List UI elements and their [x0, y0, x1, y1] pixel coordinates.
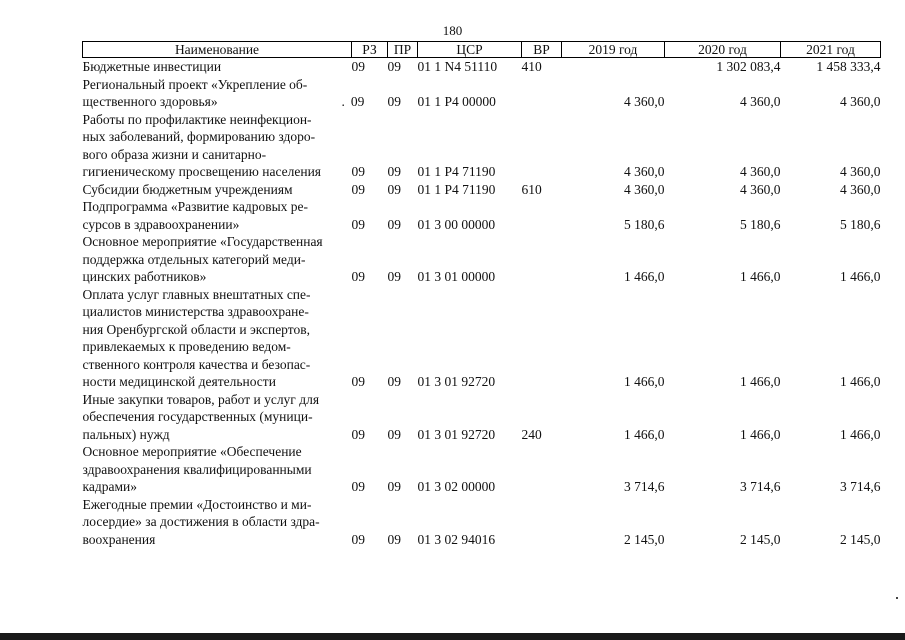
row-rz: 09 — [351, 269, 365, 284]
row-2019: 1 466,0 — [624, 269, 665, 284]
row-name — [83, 391, 352, 444]
row-name-line: Региональный проект «Укрепление об- — [82, 76, 308, 92]
row-pr: 09 — [387, 374, 401, 389]
row-rz: 09 — [351, 216, 365, 232]
row-2021: 3 714,6 — [840, 479, 881, 494]
row-name-line: ния Оренбургской области и экспертов, — [82, 321, 310, 337]
row-vr — [522, 286, 562, 391]
budget-table — [82, 41, 881, 548]
row-name — [83, 286, 352, 391]
row-vr — [522, 496, 562, 549]
row-2020: 3 714,6 — [740, 479, 781, 494]
table-row — [83, 443, 881, 496]
page-number: 180 — [442, 23, 463, 38]
row-2021: 5 180,6 — [840, 216, 881, 232]
row-2019: 4 360,0 — [624, 181, 665, 197]
row-2020: 1 466,0 — [740, 426, 781, 442]
table-header-row — [83, 42, 881, 58]
row-vr: 240 — [521, 426, 542, 442]
row-name-line: Работы по профилактике неинфекцион- — [82, 111, 312, 127]
row-name — [83, 111, 352, 181]
row-vr — [522, 443, 562, 496]
column-header-2019: 2019 год — [562, 42, 665, 58]
row-vr — [522, 233, 562, 286]
row-2020: 4 360,0 — [740, 181, 781, 197]
row-name — [83, 496, 352, 549]
row-2019: 5 180,6 — [624, 216, 665, 232]
row-name-line: лосердие» за достижения в области здра- — [82, 514, 320, 529]
row-csr: 01 1 P4 71190 — [417, 181, 496, 197]
row-name-line: цинских работников» — [82, 269, 207, 284]
row-rz: 09 — [351, 59, 365, 74]
row-rz: 09 — [351, 164, 365, 179]
column-header-name: Наименование — [83, 42, 352, 58]
row-vr: 610 — [521, 181, 542, 197]
row-rz: 09 — [351, 426, 365, 442]
row-name-line: вого образа жизни и санитарно- — [82, 146, 267, 162]
row-pr: 09 — [387, 181, 401, 197]
row-pr: 09 — [387, 531, 401, 547]
column-header-csr: ЦСР — [418, 42, 522, 58]
row-name-line: Основное мероприятие «Государственная — [82, 234, 323, 249]
row-csr: 01 1 P4 00000 — [417, 94, 496, 109]
row-name-line: сурсов в здравоохранении» — [82, 216, 240, 232]
row-2021: 1 466,0 — [840, 374, 881, 389]
row-csr: 01 3 01 92720 — [417, 426, 496, 442]
row-name-line: гигиеническому просвещению населения — [82, 164, 321, 179]
column-header-2020: 2020 год — [665, 42, 781, 58]
row-vr: 410 — [521, 59, 542, 74]
row-2020: 2 145,0 — [740, 531, 781, 547]
row-rz: 09 — [351, 531, 365, 547]
row-name — [83, 198, 352, 233]
row-name-line: здравоохранения квалифицированными — [82, 461, 312, 477]
row-csr: 01 1 N4 51110 — [417, 59, 498, 74]
row-2020: 5 180,6 — [740, 216, 781, 232]
row-name — [83, 443, 352, 496]
table-row — [83, 391, 881, 444]
row-marker: . — [341, 94, 345, 109]
row-name-line: щественного здоровья» — [82, 94, 218, 109]
column-header-2021: 2021 год — [781, 42, 881, 58]
row-name — [83, 58, 352, 76]
table-row — [83, 233, 881, 286]
row-rz — [341, 76, 388, 111]
row-name — [83, 76, 352, 111]
row-rz: 09 — [351, 181, 365, 197]
table-row — [83, 76, 881, 111]
row-pr: 09 — [387, 426, 401, 442]
row-csr: 01 3 02 94016 — [417, 531, 496, 547]
table-row — [83, 111, 881, 181]
row-2020: 1 466,0 — [740, 374, 781, 389]
row-2021: 4 360,0 — [840, 164, 881, 179]
row-csr: 01 3 00 00000 — [417, 216, 496, 232]
table-body — [83, 58, 881, 549]
table-row — [83, 58, 881, 76]
row-name-line: пальных) нужд — [82, 426, 170, 442]
row-csr: 01 3 01 00000 — [417, 269, 496, 284]
column-header-vr: ВР — [522, 42, 562, 58]
row-2021: 2 145,0 — [840, 531, 881, 547]
row-csr: 01 3 01 92720 — [417, 374, 496, 389]
row-vr — [522, 76, 562, 111]
row-2019 — [562, 58, 665, 76]
row-name-line: Субсидии бюджетным учреждениям — [82, 181, 293, 197]
row-name-line: Бюджетные инвестиции — [82, 59, 222, 74]
row-name-line: привлекаемых к проведению ведом- — [82, 339, 291, 354]
row-name-line: ных заболеваний, формированию здоро- — [82, 129, 316, 144]
row-name-line: Оплата услуг главных внештатных спе- — [82, 286, 311, 302]
row-2019: 3 714,6 — [624, 479, 665, 494]
row-2019: 1 466,0 — [624, 374, 665, 389]
row-2021: 4 360,0 — [840, 181, 881, 197]
row-name-line: ности медицинской деятельности — [82, 374, 276, 389]
column-header-pr: ПР — [388, 42, 418, 58]
row-pr: 09 — [387, 59, 401, 74]
row-2020: 4 360,0 — [740, 94, 781, 109]
row-name-line: обеспечения государственных (муници- — [82, 409, 313, 424]
row-2019: 4 360,0 — [624, 94, 665, 109]
row-2019: 1 466,0 — [624, 426, 665, 442]
scan-speck — [896, 597, 898, 599]
row-2019: 4 360,0 — [624, 164, 665, 179]
row-name-line: ственного контроля качества и безопас- — [82, 356, 311, 372]
row-2020: 1 302 083,4 — [716, 59, 781, 74]
row-name — [83, 181, 352, 199]
row-pr: 09 — [387, 479, 401, 494]
row-2019: 2 145,0 — [624, 531, 665, 547]
scan-bottom-edge — [0, 633, 905, 640]
table-row — [83, 181, 881, 199]
row-rz: 09 — [351, 374, 365, 389]
row-2020: 4 360,0 — [740, 164, 781, 179]
column-header-rz: РЗ — [352, 42, 388, 58]
row-csr: 01 1 P4 71190 — [417, 164, 496, 179]
table-row — [83, 496, 881, 549]
row-rz: 09 — [351, 479, 365, 494]
row-name-line: поддержка отдельных категорий меди- — [82, 251, 306, 267]
row-name-line: Ежегодные премии «Достоинство и ми- — [82, 496, 312, 512]
row-name-line: циалистов министерства здравоохране- — [82, 304, 309, 319]
row-2021: 1 466,0 — [840, 426, 881, 442]
row-vr — [522, 198, 562, 233]
row-name-line: Иные закупки товаров, работ и услуг для — [82, 391, 320, 407]
row-vr — [522, 111, 562, 181]
row-pr: 09 — [387, 164, 401, 179]
row-name-line: воохранения — [82, 531, 156, 547]
row-2021: 1 458 333,4 — [816, 59, 881, 74]
row-csr: 01 3 02 00000 — [417, 479, 496, 494]
row-2020: 1 466,0 — [740, 269, 781, 284]
row-2021: 4 360,0 — [840, 94, 881, 109]
row-name-line: Основное мероприятие «Обеспечение — [82, 444, 302, 459]
table-row — [83, 286, 881, 391]
row-name-line: Подпрограмма «Развитие кадровых ре- — [82, 199, 309, 214]
table-row — [83, 198, 881, 233]
row-pr: 09 — [387, 94, 401, 109]
row-name — [83, 233, 352, 286]
row-pr: 09 — [387, 216, 401, 232]
row-2021: 1 466,0 — [840, 269, 881, 284]
row-name-line: кадрами» — [82, 479, 137, 494]
row-rz-value: 09 — [350, 94, 365, 109]
row-pr: 09 — [387, 269, 401, 284]
